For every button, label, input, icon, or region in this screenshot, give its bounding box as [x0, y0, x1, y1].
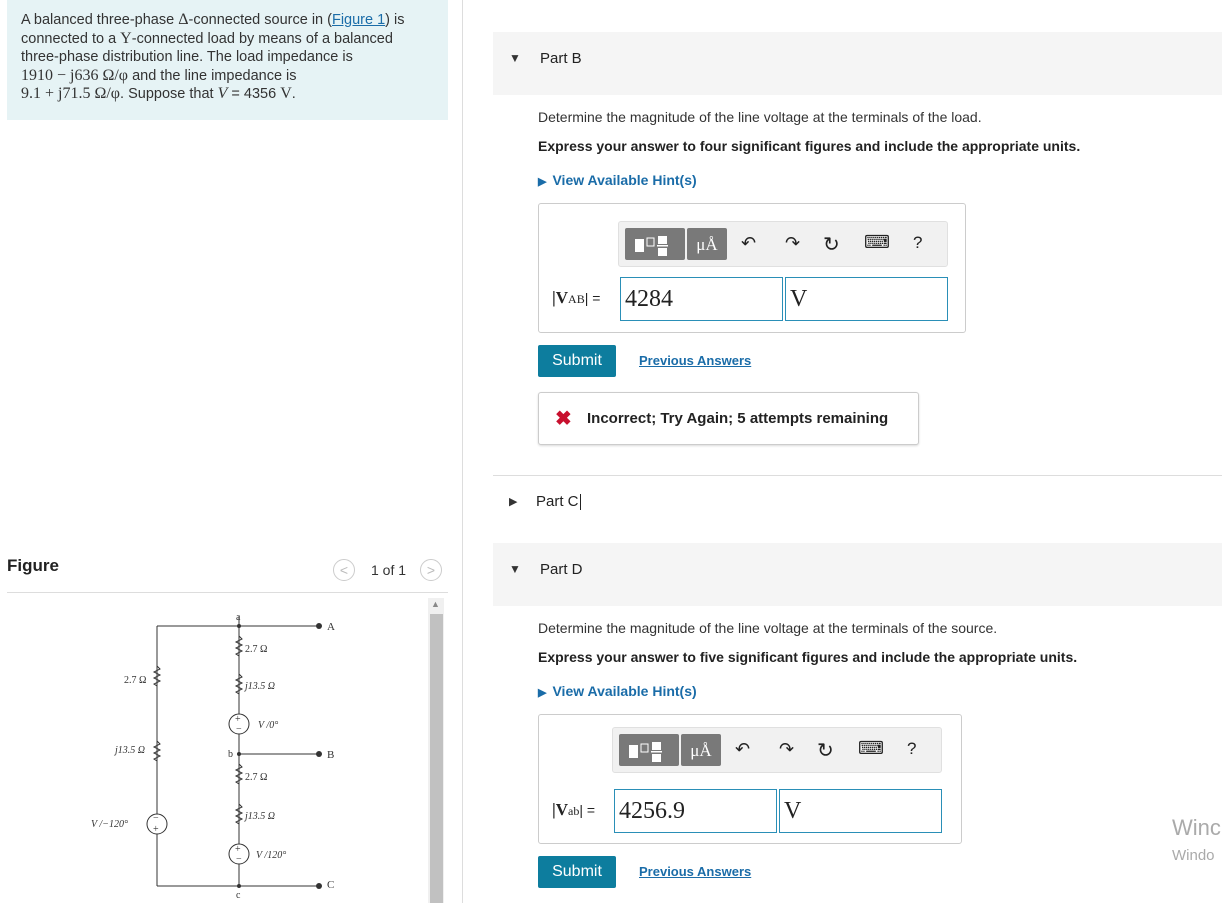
caret-down-icon: ▼	[509, 562, 521, 576]
voltage-unit: V	[280, 85, 292, 102]
part-b-instruction: Determine the magnitude of the line voltage at the terminals of the load.	[538, 109, 982, 125]
figure-scrollbar-thumb[interactable]	[430, 614, 443, 903]
problem-text: connected to a	[21, 30, 121, 47]
load-impedance: 1910 − j636 Ω/φ	[21, 66, 129, 84]
source-label: V /120°	[256, 850, 287, 861]
chevron-right-icon: >	[426, 562, 436, 578]
plus-sign: +	[153, 824, 159, 835]
plus-sign: +	[235, 714, 241, 725]
text-cursor	[580, 494, 581, 510]
undo-icon[interactable]: ↶	[735, 739, 751, 759]
problem-text: = 4356	[227, 86, 281, 102]
resistor-label: 2.7 Ω	[124, 675, 147, 686]
problem-text: three-phase distribution line. The load impedance is	[21, 49, 353, 65]
part-d-instruction: Determine the magnitude of the line voltage at the terminals of the source.	[538, 620, 998, 636]
figure-next-button[interactable]	[420, 559, 442, 581]
part-d-express: Express your answer to five significant figures and include the appropriate units.	[538, 649, 1078, 665]
windows-activation-watermark: Winc	[1172, 815, 1221, 840]
minus-sign: −	[236, 724, 242, 735]
help-icon[interactable]: ?	[907, 739, 917, 758]
caret-right-icon: ▶	[538, 687, 547, 699]
part-d-value-input[interactable]: 4256.9	[614, 789, 777, 833]
part-d-header[interactable]	[493, 543, 1222, 606]
node-dot	[237, 884, 241, 888]
hints-label: View Available Hint(s)	[552, 683, 697, 699]
resistor-label: 2.7 Ω	[245, 772, 268, 783]
plus-sign: +	[235, 844, 241, 855]
reactance-label: j13.5 Ω	[245, 681, 276, 692]
node-label: c	[236, 890, 241, 901]
reset-icon[interactable]: ↻	[823, 234, 840, 256]
label-subscript: AB	[568, 292, 585, 306]
reactance-label: j13.5 Ω	[245, 811, 276, 822]
label-text: | =	[579, 802, 596, 818]
part-b-unit-input[interactable]: V	[785, 277, 948, 321]
part-b-hints-link[interactable]	[538, 172, 697, 188]
problem-text: A balanced three-phase	[21, 12, 179, 28]
figure-heading: Figure	[7, 556, 59, 575]
help-icon[interactable]: ?	[913, 233, 923, 252]
part-d-answer-box	[538, 714, 962, 844]
divider	[7, 592, 448, 593]
part-c-title	[536, 493, 581, 510]
part-b-express: Express your answer to four significant figures and include the appropriate units.	[538, 138, 1081, 154]
chevron-left-icon: <	[339, 562, 349, 578]
problem-text: . Suppose that	[120, 86, 218, 102]
figure-counter: 1 of 1	[371, 562, 407, 578]
label-text: |V	[552, 800, 569, 819]
terminal-dot	[316, 883, 322, 889]
caret-down-icon: ▼	[509, 51, 521, 65]
terminal-dot	[316, 751, 322, 757]
terminal-label: C	[327, 879, 335, 891]
problem-text: .	[291, 86, 296, 102]
part-b-title: Part B	[540, 50, 582, 67]
problem-text: and the line impedance is	[128, 67, 297, 84]
node-label: a	[236, 612, 241, 623]
reset-icon[interactable]: ↻	[817, 740, 834, 762]
part-b-value-input[interactable]: 4284	[620, 277, 783, 321]
node-dot	[237, 624, 241, 628]
label-subscript: ab	[568, 804, 580, 818]
templates-icon	[625, 228, 685, 260]
caret-right-icon: ▶	[538, 176, 547, 188]
feedback-text: Incorrect; Try Again; 5 attempts remaining	[587, 410, 889, 427]
label-text: |V	[552, 288, 569, 307]
scroll-up-arrow-icon[interactable]: ▲	[431, 599, 440, 609]
figure-prev-button[interactable]	[333, 559, 355, 581]
minus-sign: −	[153, 813, 159, 824]
units-button[interactable]: μÅ	[687, 228, 727, 260]
terminal-dot	[316, 623, 322, 629]
part-b-feedback	[538, 392, 919, 445]
templates-button[interactable]	[625, 228, 685, 260]
undo-icon[interactable]: ↶	[741, 233, 757, 253]
problem-text: -connected load by means of a balanced	[131, 30, 393, 47]
label-text: | =	[584, 290, 601, 306]
part-d-submit-button[interactable]: Submit	[538, 856, 616, 888]
math-toolbar	[612, 727, 942, 773]
windows-activation-watermark: Windo	[1172, 847, 1215, 864]
incorrect-x-icon: ✖	[555, 408, 572, 430]
reactance-label: j13.5 Ω	[115, 745, 146, 756]
units-button[interactable]: μÅ	[681, 734, 721, 766]
part-c-title-text: Part C	[536, 493, 579, 510]
source-label: V /−120°	[91, 819, 128, 830]
keyboard-icon[interactable]: ⌨	[864, 232, 890, 252]
part-b-answer-box	[538, 203, 966, 333]
node-label: b	[228, 749, 233, 760]
part-b-previous-answers-link[interactable]: Previous Answers	[639, 353, 752, 368]
problem-text: ) is	[385, 12, 405, 28]
delta-symbol: Δ	[178, 11, 189, 28]
wye-symbol: Y	[120, 29, 132, 47]
resistor-label: 2.7 Ω	[245, 644, 268, 655]
problem-statement	[21, 11, 431, 104]
part-d-hints-link[interactable]	[538, 683, 697, 699]
source-label: V /0°	[258, 720, 279, 731]
terminal-label: A	[327, 621, 335, 633]
keyboard-icon[interactable]: ⌨	[858, 738, 884, 758]
templates-button[interactable]	[619, 734, 679, 766]
hints-label: View Available Hint(s)	[552, 172, 697, 188]
part-d-unit-input[interactable]: V	[779, 789, 942, 833]
voltage-symbol: V	[217, 85, 228, 102]
templates-icon	[619, 734, 679, 766]
part-d-previous-answers-link[interactable]: Previous Answers	[639, 864, 752, 879]
line-impedance: 9.1 + j71.5 Ω/φ	[21, 85, 121, 102]
terminal-label: B	[327, 749, 335, 761]
part-d-variable-label	[552, 800, 595, 820]
part-b-submit-button[interactable]: Submit	[538, 345, 616, 377]
part-b-header[interactable]	[493, 32, 1222, 95]
part-d-title: Part D	[540, 561, 583, 578]
math-toolbar	[618, 221, 948, 267]
node-dot	[237, 752, 241, 756]
redo-icon[interactable]: ↷	[779, 739, 795, 759]
minus-sign: −	[236, 854, 242, 865]
problem-text: -connected source in (	[188, 12, 332, 28]
caret-right-icon: ▶	[509, 496, 518, 508]
redo-icon[interactable]: ↷	[785, 233, 801, 253]
column-divider	[462, 0, 463, 903]
part-c-header[interactable]	[493, 476, 1222, 526]
part-b-variable-label	[552, 288, 600, 308]
circuit-diagram	[7, 596, 427, 903]
figure-link[interactable]: Figure 1	[331, 12, 386, 28]
